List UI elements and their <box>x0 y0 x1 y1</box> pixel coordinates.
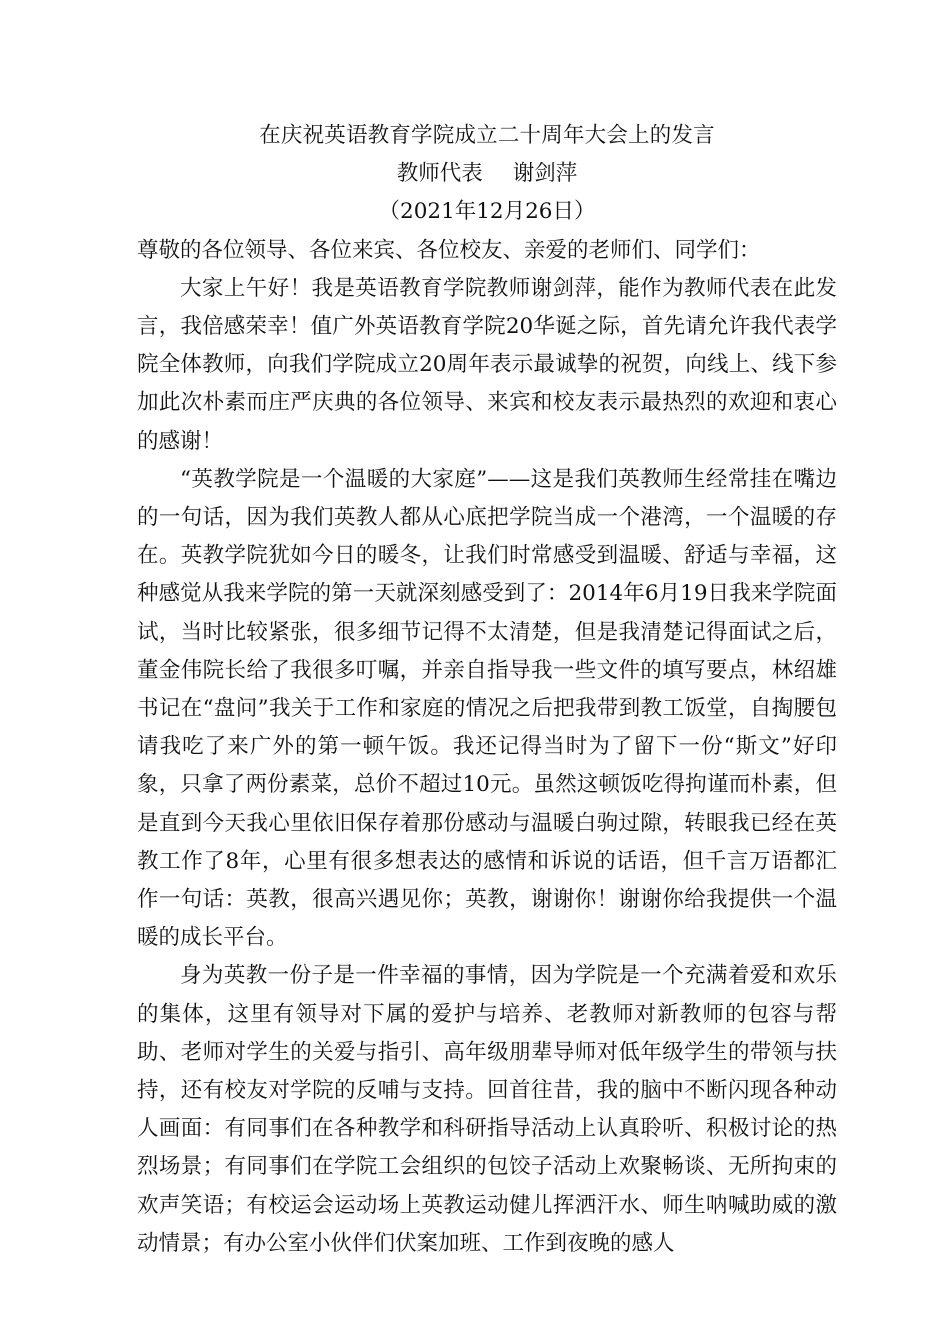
speech-date: （2021年12月26日） <box>378 199 596 225</box>
greeting: 尊敬的各位领导、各位来宾、各位校友、亲爱的老师们、同学们： <box>137 237 761 263</box>
paragraph-3: 身为英教一份子是一件幸福的事情，因为学院是一个充满着爱和欢乐的集体，这里有领导对下属的爱护与培养、老教师对新教师的包容与帮助、老师对学生的关爱与指引、高年级朋辈导师对低年级学生的带领与扶持，还有校友对学院的反哺与支持。回首往昔，我的脑中不断闪现各种动人画面：有同事们在各种教学和科研指导活动上认真聆听、积极讨论的热烈场景；有同事们在学院工会组织的包饺子活动上欢聚畅谈、无所拘束的欢声笑语；有校运会运动场上英教运动健儿挥洒汗水、师生呐喊助威的激动情景；有办公室小伙伴们伏案加班、工作到夜晚的感人 <box>137 963 837 1256</box>
paragraph-2: “英教学院是一个温暖的大家庭”——这是我们英教师生经常挂在嘴边的一句话，因为我们英教人都从心底把学院当成一个港湾，一个温暖的存在。英教学院犹如今日的暖冬，让我们时常感受到温暖、舒适与幸福，这种感觉从我来学院的第一天就深刻感受到了：2014年6月19日我来学院面试，当时比较紧张，很多细节记得不太清楚，但是我清楚记得面试之后，董金伟院长给了我很多叮嘱，并亲自指导我一些文件的填写要点，林绍雄书记在“盘问”我关于工作和家庭的情况之后把我带到教工饭堂，自掏腰包请我吃了来广外的第一顿午饭。我还记得当时为了留下一份“斯文”好印象，只拿了两份素菜，总价不超过10元。虽然这顿饭吃得拘谨而朴素，但是直到今天我心里依旧保存着那份感动与温暖白驹过隙，转眼我已经在英教工作了8年，心里有很多想表达的感情和诉说的话语，但千言万语都汇作一句话：英教，很高兴遇见你；英教，谢谢你！谢谢你给我提供一个温暖的成长平台。 <box>137 466 837 951</box>
speaker-name: 谢剑萍 <box>512 161 578 187</box>
speaker-role: 教师代表 <box>396 161 483 187</box>
document-title: 在庆祝英语教育学院成立二十周年大会上的发言 <box>259 123 715 148</box>
speaker-line <box>137 155 837 193</box>
paragraph-1: 大家上午好！我是英语教育学院教师谢剑萍，能作为教师代表在此发言，我倍感荣幸！值广外英语教育学院20华诞之际，首先请允许我代表学院全体教师，向我们学院成立20周年表示最诚挚的祝贺，向线上、线下参加此次朴素而庄严庆典的各位领导、来宾和校友表示最热烈的欢迎和衷心的感谢！ <box>137 275 837 454</box>
speech-document <box>137 117 837 1263</box>
